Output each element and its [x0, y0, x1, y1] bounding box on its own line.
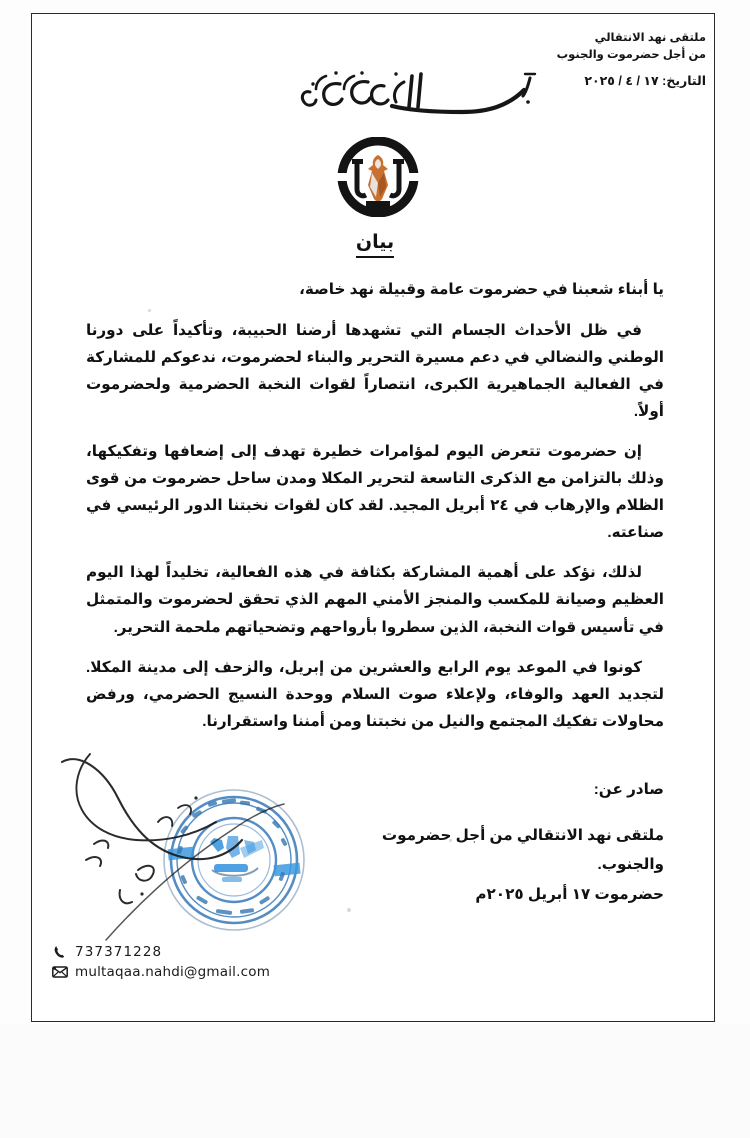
place-and-date: حضرموت ١٧ أبريل ٢٠٢٥م	[475, 885, 664, 903]
date-day: ١٧	[643, 74, 659, 89]
footer-contacts	[52, 944, 270, 984]
paragraph-salutation: يا أبناء شعبنا في حضرموت عامة وقبيلة نهد خاصة،	[299, 281, 664, 298]
issued-by-label: صادر عن:	[593, 781, 664, 798]
date-year: ٢٠٢٥	[584, 74, 615, 89]
page-title: بيان	[356, 231, 394, 258]
paragraph-4: كونوا في الموعد يوم الرابع والعشرين من إبريل، والزحف إلى مدينة المكلا. لتجديد العهد والوفاء، ولإعلاء صوت السلام ووحدة النسيج الحضرمي، ورفض محاولات تفكيك المجتمع والنيل من نخبتنا ومن أمننا واستقرارنا.	[86, 658, 664, 730]
paragraph-2: إن حضرموت تتعرض اليوم لمؤامرات خطيرة تهدف إلى إضعافها وتفكيكها، وذلك بالتزامن مع الذكرى التاسعة لتحرير المكلا ومدن ساحل حضرموت من قوى الظلام والإرهاب في ٢٤ أبريل المجيد. لقد كان لقوات نخبتنا الدور الرئيسي في صناعته.	[86, 443, 664, 542]
handwritten-signature	[46, 744, 306, 944]
page-title-wrap	[0, 231, 750, 258]
page-bottom-margin	[0, 1024, 750, 1138]
contact-phone-row	[52, 944, 270, 960]
bismillah-calligraphy	[292, 62, 542, 124]
contact-email-row	[52, 964, 270, 980]
eagle-circular-emblem	[330, 137, 426, 217]
envelope-icon	[52, 965, 68, 980]
phone-icon	[52, 945, 68, 960]
date-separator-2: /	[618, 74, 622, 89]
email-address: multaqaa.nahdi@gmail.com	[75, 964, 271, 980]
paragraph-3: لذلك، نؤكد على أهمية المشاركة بكثافة في هذه الفعالية، تخليداً لهذا اليوم العظيم وصيانة للمكسب والمنجز الأمني المهم الذي تحقق لحضرموت والمتمثل في تأسيس قوات النخبة، الذين سطروا بأرواحهم وتضحياتهم ملحمة التحرير.	[86, 564, 664, 636]
date-separator-1: /	[636, 74, 640, 89]
date-label: التاريخ:	[662, 74, 706, 89]
date-month: ٤	[625, 74, 633, 89]
letterhead-org-line-1: ملتقى نهد الانتقالي	[594, 32, 706, 44]
document-body	[86, 276, 664, 748]
scan-speckle	[347, 908, 351, 912]
signature-block	[364, 775, 664, 910]
paragraph-1: في ظل الأحداث الجسام التي تشهدها أرضنا الحبيبة، وتأكيداً على دورنا الوطني والنضالي في دعم مسيرة التحرير والبناء لحضرموت، ندعوكم للمشاركة في الفعالية الجماهيرية الكبرى، انتصاراً لقوات النخبة الحضرمية ولحضرموت أولاً.	[86, 322, 664, 421]
issuer-name: ملتقى نهد الانتقالي من أجل حضرموت والجنوب.	[381, 826, 664, 874]
phone-number: 737371228	[75, 944, 163, 960]
letterhead-org-line-2: من أجل حضرموت والجنوب	[556, 48, 706, 61]
